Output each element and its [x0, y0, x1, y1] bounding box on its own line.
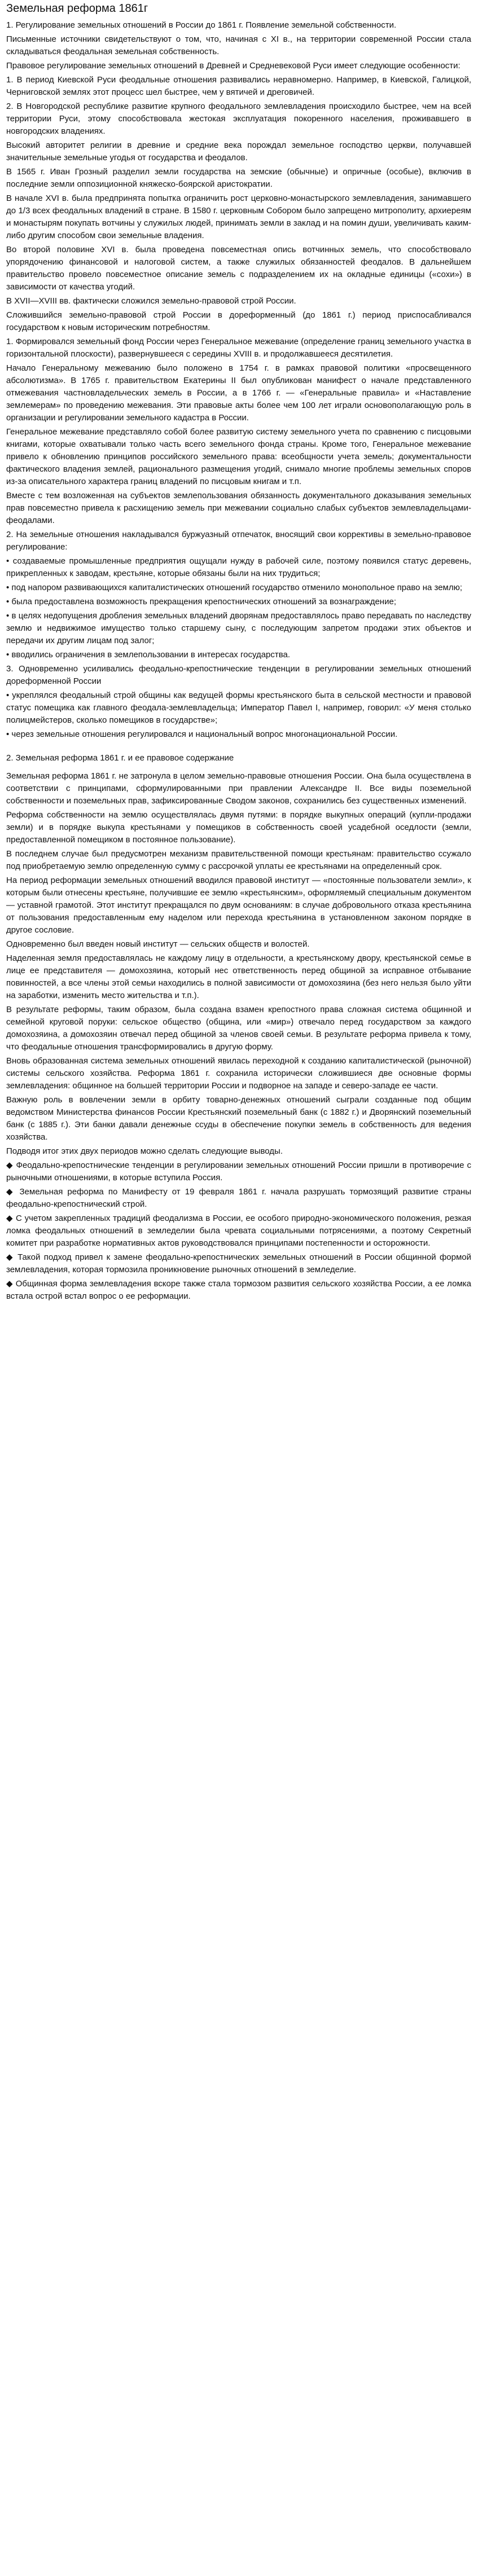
paragraph: Важную роль в вовлечении земли в орбиту товарно-денежных отношений сыграли созданные под общим ведомством Министерства финансов России Крестьянский поземельный банк (с 1882 г.) и Дворянский поземельный банк (с 1885 г.). Эти банки давали денежные ссуды в обеспечение покупки земель в собственность для ведения хозяйства. — [6, 1095, 471, 1142]
paragraph: Вместе с тем возложенная на субъектов землепользования обязанность документального доказывания земельных прав повсеместно привела к расхищению земель при межевании социально слабых субъектов землевладельцами-феодалами. — [6, 491, 471, 525]
bullet-item: • вводились ограничения в землепользовании в интересах государства. — [6, 650, 291, 660]
paragraph: 3. Одновременно усиливались феодально-крепостнические тенденции в регулировании земельных отношений дореформенной России — [6, 664, 471, 686]
paragraph: В 1565 г. Иван Грозный разделил земли государства на земские (обычные) и опричные (особые), включив в последние земли оппозиционной княжеско-боярской аристократии. — [6, 167, 471, 189]
conclusion-item: ◆ С учетом закрепленных традиций феодализма в России, ее особого природно-экономического положения, резкая ломка феодальных отношений в земледелии была чревата социальными потрясениями, а поэтому Секретный комитет при разработке нормативных актов руководствовался принципами постепенности и осторожности. — [6, 1214, 471, 1248]
section-heading: 1. Регулирование земельных отношений в России до 1861 г. Появление земельной собственности. — [6, 20, 397, 30]
bullet-item: • в целях недопущения дробления земельных владений дворянам предоставлялось право передавать по наследству землю и недвижимое имущество только старшему сыну, с последующим запретом продажи этих объектов и передачи их другим лицам под залог; — [6, 611, 471, 645]
paragraph: Письменные источники свидетельствуют о том, что, начиная с XI в., на территории современной России стала складываться феодальная земельная собственность. — [6, 34, 471, 56]
document-title: Земельная реформа 1861г — [6, 2, 148, 15]
bullet-item: • под напором развивающихся капиталистических отношений государство отменило монопольное право на землю; — [6, 583, 463, 592]
paragraph: На период реформации земельных отношений вводился правовой институт — «постоянные пользователи земли», к которым были отнесены крестьяне, получившие ее землю «крестьянским», оформляемый специальным документом — уставной грамотой. Этот институт прекращался по двум основаниям: в случае добровольного отказа крестьянина от пользования предоставленным ему наделом или перехода крестьянина в установленном законом порядке в другое сословие. — [6, 876, 471, 935]
paragraph: В начале XVI в. была предпринята попытка ограничить рост церковно-монастырского землевладения, занимавшего до 1/3 всех феодальных владений в стране. В 1580 г. церковным Собором было запрещено митрополиту, архиереям и монастырям покупать вотчины у служилых людей, принимать земли в заклад и на помин души, увеличивать каким-либо другим способом свои земельные владения. — [6, 194, 471, 240]
paragraph: В XVII—XVIII вв. фактически сложился земельно-правовой строй России. — [6, 296, 296, 306]
paragraph: В последнем случае был предусмотрен механизм правительственной помощи крестьянам: правительство ссужало под приобретаемую землю определенную сумму с рассрочкой уплаты ее крестьянами на определенный срок. — [6, 849, 471, 871]
paragraph: 1. Формировался земельный фонд России через Генеральное межевание (определение границ земельного участка в горизонтальной плоскости), развернувшееся с середины XVIII в. и продолжавшееся десятилетия. — [6, 337, 471, 359]
section-heading: 2. Земельная реформа 1861 г. и ее правовое содержание — [6, 753, 234, 763]
paragraph: Начало Генеральному межеванию было положено в 1754 г. в рамках правовой политики «просвещенного абсолютизма». В 1765 г. правительством Екатерины II был опубликован манифест о начале представленного отмежевания частновладельческих земель в России, а в 1766 г. — «Генеральные правила» и «Наставление землемерам» по проведению межевания. Эти правовые акты более чем 100 лет играли основополагающую роль в организации и регулировании земельного кадастра в России. — [6, 363, 471, 423]
paragraph: 1. В период Киевской Руси феодальные отношения развивались неравномерно. Например, в Киевской, Галицкой, Черниговской землях этот процесс шел быстрее, чем у вятичей и дреговичей. — [6, 75, 471, 97]
paragraph: Подводя итог этих двух периодов можно сделать следующие выводы. — [6, 1146, 283, 1156]
paragraph: Высокий авторитет религии в древние и средние века порождал земельное господство церкви, получавшей значительные земельные угодья от государства и феодалов. — [6, 140, 471, 162]
conclusion-item: ◆ Такой подход привел к замене феодально-крепостнических земельных отношений в России общинной формой землевладения, которая тормозила проникновение рыночных отношений в земледелие. — [6, 1252, 471, 1274]
paragraph: Генеральное межевание представляло собой более развитую систему земельного учета по сравнению с писцовыми книгами, которые охватывали только часть всего земельного фонда страны. Кроме того, Генеральное межевание привело к обновлению принципов российского земельного права: всеобщности учета земель; документальности фактического владения землей, рационального размещения угодий, снимало многие проблемы земельных споров из-за описательного характера границ владений по писцовым книгам и т.п. — [6, 427, 471, 486]
conclusion-item: ◆ Феодально-крепостнические тенденции в регулировании земельных отношений России пришли в противоречие с рыночными отношениями, в которые вступила Россия. — [6, 1160, 471, 1183]
paragraph: Земельная реформа 1861 г. не затронула в целом земельно-правовые отношения России. Она была осуществлена в соответствии с принципами, сформулированными при правлении Александре II. Все виды поземельной собственности и поземельных прав, зафиксированные Сводом законов, сохранились без существенных изменений. — [6, 771, 471, 806]
paragraph: Наделенная земля предоставлялась не каждому лицу в отдельности, а крестьянскому двору, крестьянской семье в лице ее представителя — домохозяина, который нес ответственность перед общиной за исправное отбывание повинностей, а все члены этой семьи находились в полной зависимости от домохозяина (без него нельзя было уйти на заработки, изменить место жительства и т.п.). — [6, 953, 471, 1000]
bullet-item: • через земельные отношения регулировался и национальный вопрос многонациональной России. — [6, 729, 398, 739]
paragraph: Сложившийся земельно-правовой строй России в дореформенный (до 1861 г.) период приспосабливался государством к новым историческим потребностям. — [6, 310, 471, 332]
paragraph: 2. В Новгородской республике развитие крупного феодального землевладения происходило быстрее, чем на всей территории Руси, этому способствовала жестокая эксплуатация покоренного населения, проживавшего в новгородских владениях. — [6, 102, 471, 136]
conclusion-item: ◆ Земельная реформа по Манифесту от 19 февраля 1861 г. начала разрушать тормозящий развитие страны феодально-крепостнический строй. — [6, 1187, 471, 1209]
paragraph: В результате реформы, таким образом, была создана взамен крепостного права сложная система общинной и семейной круговой поруки: сельское общество (община, или «мир») отвечало перед государством за каждого домохозяина, а домохозяин отвечал перед общиной за членов своей семьи. В результате реформа привела к тому, что феодальные отношения трансформировались в другую форму. — [6, 1005, 471, 1052]
paragraph: Правовое регулирование земельных отношений в Древней и Средневековой Руси имеет следующие особенности: — [6, 61, 461, 71]
conclusion-item: ◆ Общинная форма землевладения вскоре также стала тормозом развития сельского хозяйства России, а ее ломка встала острой встал вопрос о ее реформации. — [6, 1279, 471, 1301]
paragraph: 2. На земельные отношения накладывался буржуазный отпечаток, вносящий свои коррективы в земельно-правовое регулирование: — [6, 530, 471, 552]
paragraph: Одновременно был введен новый институт — сельских обществ и волостей. — [6, 939, 310, 949]
bullet-item: • укреплялся феодальный строй общины как ведущей формы крестьянского быта в сельской местности и правовой статус помещика как главного феодала-землевладельца; Император Павел I, например, говорил: «У меня столько полицмейстеров, сколько помещиков в государстве»; — [6, 691, 471, 725]
bullet-item: • была предоставлена возможность прекращения крепостнических отношений за вознаграждение; — [6, 597, 396, 606]
bullet-item: • создаваемые промышленные предприятия ощущали нужду в рабочей силе, поэтому появился статус деревень, прикрепленных к заводам, крестьяне, которые обязаны были на них трудиться; — [6, 556, 471, 578]
paragraph: Реформа собственности на землю осуществлялась двумя путями: в порядке выкупных операций (купли-продажи земли) и в порядке выкупа крестьянами у помещиков в собственность своей усадебной оседлости (земли, предоставленной помещиком в постоянное пользование). — [6, 810, 471, 845]
paragraph: Во второй половине XVI в. была проведена повсеместная опись вотчинных земель, что способствовало упорядочению финансовой и налоговой систем, а также служилых обязанностей феодалов. В дальнейшем правительство провело повсеместное описание земель с подразделением их на окладные единицы («сохи») в зависимости от качества угодий. — [6, 245, 471, 292]
paragraph: Вновь образованная система земельных отношений явилась переходной к созданию капиталистической (рыночной) системы сельского хозяйства. Реформа 1861 г. сохранила исторически сложившиеся две основные формы землевладения: общинное на большей территории России и подворное на западе и северо-западе ее части. — [6, 1056, 471, 1091]
